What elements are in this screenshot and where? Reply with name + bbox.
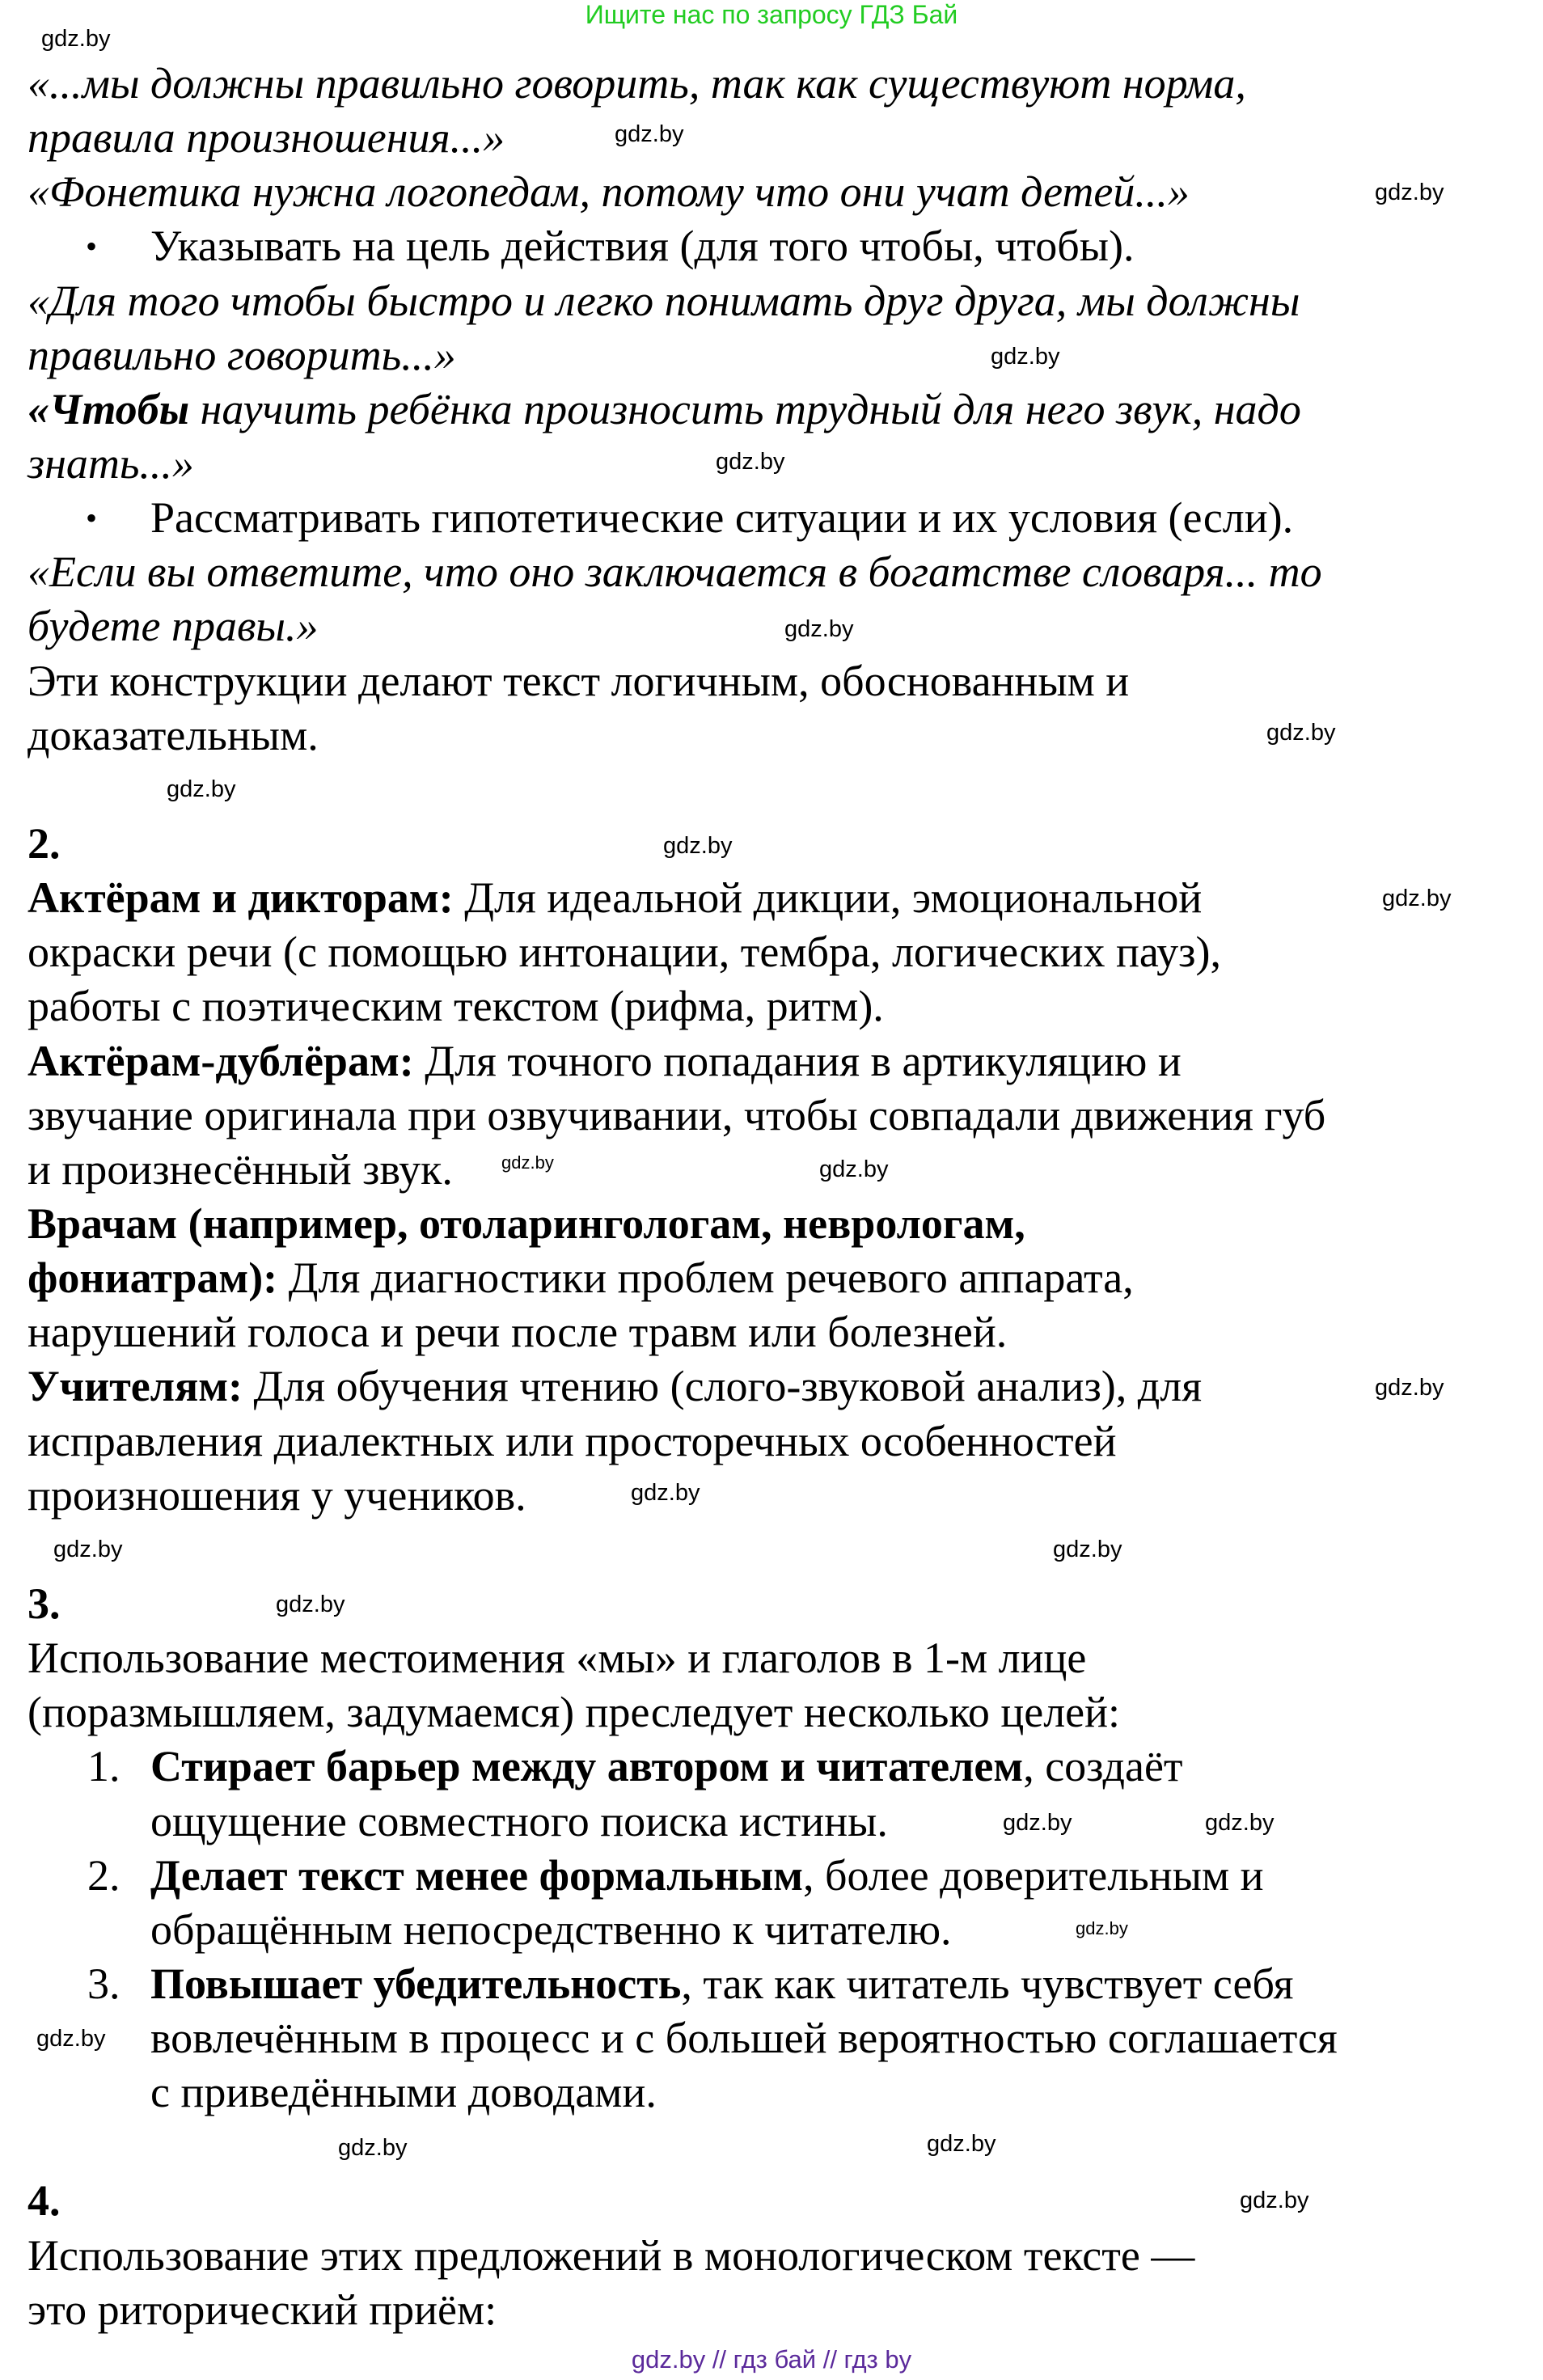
bullet-marker: • — [86, 500, 98, 537]
watermark: gdz.by — [1205, 1810, 1275, 1836]
text-segment: правила произношения...» — [27, 113, 505, 163]
text-segment: доказательным. — [27, 710, 319, 759]
list-number: 3. — [87, 1959, 120, 2008]
bold-text: Стирает барьер между автором и читателем — [150, 1742, 1024, 1791]
text-segment: «Фонетика нужна логопедам, потому что они учат детей...» — [27, 167, 1190, 217]
text-segment: Использование этих предложений в монологическом тексте — — [27, 2230, 1195, 2280]
bold-text: Врачам (например, отоларингологам, неврологам, — [27, 1198, 1025, 1248]
text-line — [27, 2065, 1338, 2120]
text-line — [27, 545, 1338, 599]
footer-links[interactable]: gdz.by // гдз бай // гдз by — [631, 2345, 912, 2374]
bullet-marker: • — [86, 228, 98, 265]
text-line — [27, 1795, 1338, 1849]
text-segment: исправления диалектных или просторечных особенностей — [27, 1416, 1117, 1465]
text-segment: Для точного попадания в артикуляцию и — [413, 1036, 1182, 1085]
watermark: gdz.by — [276, 1592, 345, 1617]
watermark: gdz.by — [167, 776, 236, 802]
list-number: 1. — [87, 1742, 120, 1791]
list-item — [27, 1849, 1338, 1903]
text-line — [27, 383, 1338, 437]
text-line — [27, 871, 1338, 925]
text-segment: знать...» — [27, 438, 194, 488]
text-segment: Для обучения чтению (слого-звуковой анализ), для — [242, 1362, 1203, 1411]
watermark: gdz.by — [615, 121, 684, 147]
text-segment: звучание оригинала при озвучивании, чтобы совпадали движения губ — [27, 1090, 1326, 1139]
text-segment: Указывать на цель действия (для того чтобы, чтобы). — [150, 222, 1135, 271]
text-line — [27, 925, 1338, 979]
text-line — [27, 1305, 1338, 1359]
watermark: gdz.by — [36, 2026, 106, 2052]
watermark: gdz.by — [41, 26, 111, 52]
text-segment: нарушений голоса и речи после травм или болезней. — [27, 1308, 1008, 1357]
text-line — [27, 1903, 1338, 1957]
text-line — [27, 1523, 1338, 1577]
watermark: gdz.by — [501, 1152, 554, 1173]
text-line — [27, 1414, 1338, 1469]
list-item — [27, 219, 1338, 273]
watermark: gdz.by — [1375, 180, 1444, 205]
text-segment: произношения у учеников. — [27, 1470, 526, 1520]
watermark: gdz.by — [1053, 1537, 1122, 1562]
text-line — [27, 654, 1338, 708]
document-body — [27, 57, 1338, 2337]
text-segment: это риторический приём: — [27, 2285, 497, 2334]
text-line — [27, 2174, 1338, 2228]
text-segment: , более доверительным и — [803, 1850, 1264, 1900]
text-line — [27, 1685, 1338, 1740]
text-line — [27, 328, 1338, 383]
text-line — [27, 1197, 1338, 1251]
text-segment: работы с поэтическим текстом (рифма, ритм). — [27, 982, 884, 1031]
bold-text: Актёрам и дикторам: — [27, 873, 454, 923]
bold-text: Делает текст менее формальным — [150, 1850, 803, 1900]
list-item — [27, 1957, 1338, 2011]
text-segment: и произнесённый звук. — [27, 1144, 453, 1194]
text-line — [27, 2011, 1338, 2065]
bold-text: 2. — [27, 818, 61, 868]
bold-text: 3. — [27, 1579, 61, 1628]
text-segment: , создаёт — [1023, 1742, 1183, 1791]
watermark: gdz.by — [1240, 2188, 1309, 2213]
text-line — [27, 1034, 1338, 1089]
text-line — [27, 1359, 1338, 1414]
list-number: 2. — [87, 1850, 120, 1900]
watermark: gdz.by — [338, 2135, 408, 2161]
watermark: gdz.by — [1382, 886, 1452, 911]
list-item — [27, 491, 1338, 545]
text-segment: Рассматривать гипотетические ситуации и их условия (если). — [150, 493, 1294, 543]
text-line — [27, 165, 1338, 219]
watermark: gdz.by — [53, 1537, 123, 1562]
text-segment: будете правы.» — [27, 602, 319, 651]
bold-text: 4. — [27, 2176, 61, 2226]
watermark: gdz.by — [1003, 1810, 1072, 1836]
text-segment: Для диагностики проблем речевого аппарата, — [277, 1253, 1134, 1303]
text-line — [27, 1577, 1338, 1631]
watermark: gdz.by — [1076, 1918, 1128, 1938]
watermark: gdz.by — [1375, 1375, 1444, 1401]
text-segment: (поразмышляем, задумаемся) преследует несколько целей: — [27, 1688, 1121, 1737]
text-line — [27, 1089, 1338, 1143]
text-line — [27, 1143, 1338, 1197]
text-segment: Эти конструкции делают текст логичным, обоснованным и — [27, 656, 1130, 705]
text-segment: с приведёнными доводами. — [150, 2068, 657, 2117]
watermark: gdz.by — [663, 833, 733, 859]
bold-text: Учителям: — [27, 1362, 243, 1411]
watermark: gdz.by — [927, 2131, 996, 2157]
search-hint-banner: Ищите нас по запросу ГДЗ Бай — [585, 0, 958, 29]
text-segment: окраски речи (с помощью интонации, тембра, логических пауз), — [27, 928, 1221, 977]
text-line — [27, 1631, 1338, 1685]
text-line — [27, 2229, 1338, 2283]
text-line — [27, 979, 1338, 1034]
text-segment: «Для того чтобы быстро и легко понимать друг друга, мы должны — [27, 276, 1300, 325]
text-line — [27, 437, 1338, 491]
text-segment: Для идеальной дикции, эмоциональной — [453, 873, 1203, 923]
text-segment: научить ребёнка произносить трудный для него звук, надо — [189, 384, 1301, 433]
list-item — [27, 1740, 1338, 1794]
watermark: gdz.by — [631, 1480, 700, 1506]
text-line — [27, 274, 1338, 328]
text-line — [27, 57, 1338, 111]
watermark: gdz.by — [1266, 720, 1336, 746]
text-segment: ощущение совместного поиска истины. — [150, 1796, 888, 1845]
watermark: gdz.by — [784, 616, 854, 642]
text-segment: «Если вы ответите, что оно заключается в богатстве словаря... то — [27, 547, 1322, 597]
bold-text: Повышает убедительность — [150, 1959, 682, 2008]
watermark: gdz.by — [716, 449, 785, 475]
text-line — [27, 599, 1338, 653]
text-line — [27, 2120, 1338, 2174]
text-segment: обращённым непосредственно к читателю. — [150, 1904, 952, 1954]
bold-text: «Чтобы — [27, 384, 190, 433]
text-line — [27, 2283, 1338, 2337]
text-segment: «...мы должны правильно говорить, так как существуют норма, — [27, 59, 1246, 108]
watermark: gdz.by — [819, 1156, 889, 1182]
text-segment: , так как читатель чувствует себя — [681, 1959, 1294, 2008]
text-line — [27, 708, 1338, 763]
text-segment: правильно говорить...» — [27, 330, 456, 379]
watermark: gdz.by — [991, 344, 1060, 370]
text-segment: Использование местоимения «мы» и глаголов в 1-м лице — [27, 1634, 1087, 1683]
text-line — [27, 1251, 1338, 1305]
bold-text: Актёрам-дублёрам: — [27, 1036, 414, 1085]
bold-text: фониатрам): — [27, 1253, 278, 1303]
text-segment: вовлечённым в процесс и с большей вероятностью соглашается — [150, 2014, 1338, 2063]
